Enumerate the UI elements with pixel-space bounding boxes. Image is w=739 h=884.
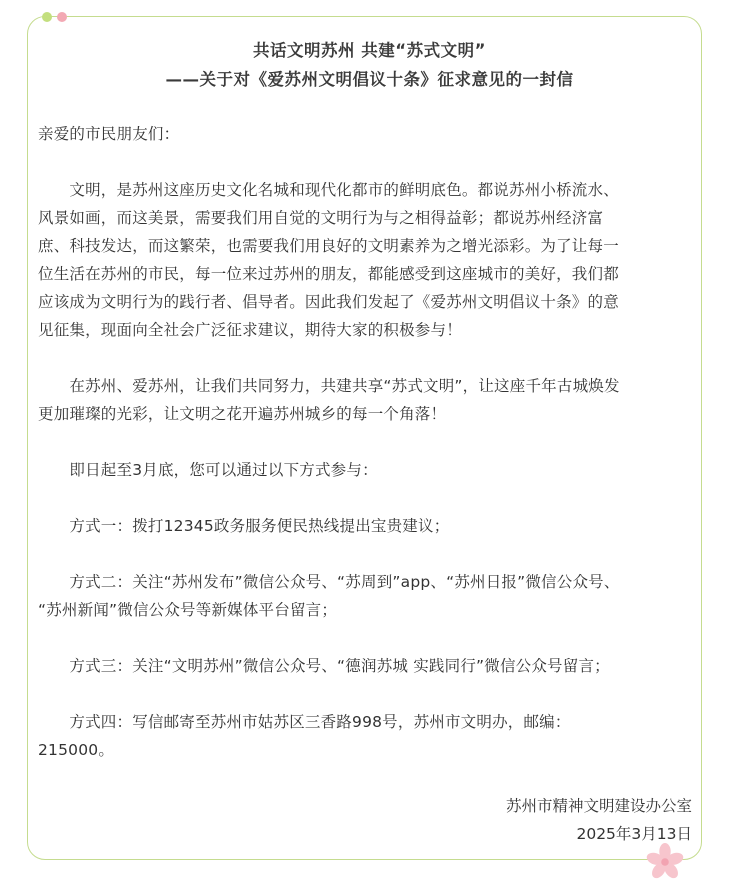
signature-date: 2025年3月13日 [576,825,692,843]
paragraph2-line: 在苏州、爱苏州，让我们共同努力，共建共享“苏式文明”，让这座千年古城焕发 [38,377,620,395]
paragraph1-line: 文明，是苏州这座历史文化名城和现代化都市的鲜明底色。都说苏州小桥流水、 [38,181,619,199]
paragraph1-line: 位生活在苏州的市民，每一位来过苏州的朋友，都能感受到这座城市的美好，我们都 [38,265,619,283]
signature-org: 苏州市精神文明建设办公室 [505,797,692,815]
method-2-line: 方式二：关注“苏州发布”微信公众号、“苏周到”app、“苏州日报”微信公众号、 [38,573,620,591]
method-2-line: “苏州新闻”微信公众号等新媒体平台留言； [38,601,338,619]
title-line-2: ——关于对《爱苏州文明倡议十条》征求意见的一封信 [165,70,574,89]
method-4-line: 方式四：写信邮寄至苏州市姑苏区三香路998号，苏州市文明办，邮编： [38,713,571,731]
title-line-1: 共话文明苏州 共建“苏式文明” [253,41,486,60]
salutation: 亲爱的市民朋友们： [38,125,180,143]
paragraph2-line: 更加璀璨的光彩，让文明之花开遍苏州城乡的每一个角落！ [38,405,447,423]
paragraph1-line: 风景如画，而这美景，需要我们用自觉的文明行为与之相得益彰；都说苏州经济富 [38,209,604,227]
paragraph1-line: 庶、科技发达，而这繁荣，也需要我们用良好的文明素养为之增光添彩。为了让每一 [38,237,619,255]
flower-icon [646,843,684,881]
paragraph1-line: 应该成为文明行为的践行者、倡导者。因此我们发起了《爱苏州文明倡议十条》的意 [38,293,619,311]
method-3: 方式三：关注“文明苏州”微信公众号、“德润苏城 实践同行”微信公众号留言； [38,657,610,675]
pink-dot-icon [57,12,67,22]
green-dot-icon [42,12,52,22]
method-4-line: 215000。 [38,741,115,759]
participation-intro: 即日起至3月底，您可以通过以下方式参与： [38,461,378,479]
method-1: 方式一：拨打12345政务服务便民热线提出宝贵建议； [38,517,450,535]
paragraph1-line: 见征集，现面向全社会广泛征求建议，期待大家的积极参与！ [38,321,462,339]
